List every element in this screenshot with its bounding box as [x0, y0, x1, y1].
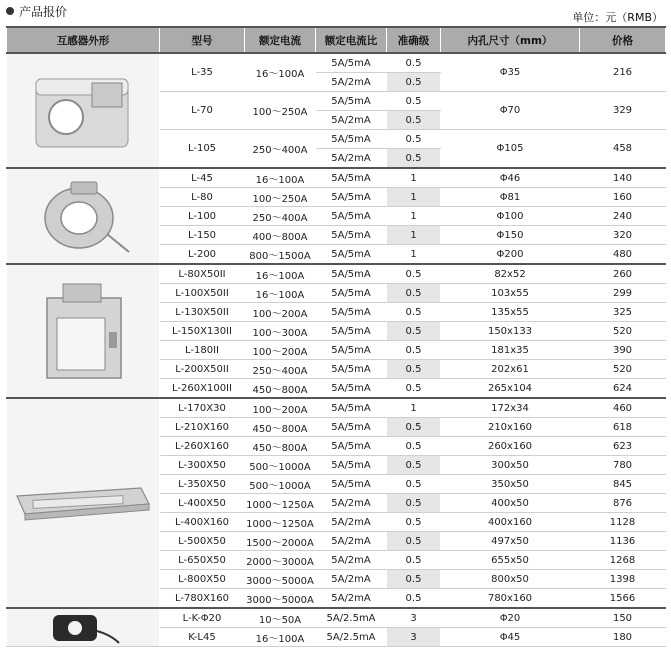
model-cell: L-260X100II: [160, 379, 245, 399]
accuracy-cell: 0.5: [387, 73, 441, 92]
model-cell: L-780X160: [160, 589, 245, 609]
hole-size-cell: 82x52: [441, 264, 580, 284]
hole-size-cell: 400x50: [441, 494, 580, 513]
ratio-cell: 5A/2mA: [316, 570, 387, 589]
accuracy-cell: 0.5: [387, 589, 441, 609]
accuracy-cell: 1: [387, 398, 441, 418]
accuracy-cell: 0.5: [387, 284, 441, 303]
accuracy-cell: 0.5: [387, 264, 441, 284]
hole-size-cell: 800x50: [441, 570, 580, 589]
accuracy-cell: 3: [387, 608, 441, 628]
hole-size-cell: Φ105: [441, 130, 580, 169]
ratio-cell: 5A/2mA: [316, 73, 387, 92]
rated-current-cell: 250～400A: [245, 207, 316, 226]
accuracy-cell: 0.5: [387, 130, 441, 149]
rated-current-cell: 3000～5000A: [245, 589, 316, 609]
ratio-cell: 5A/5mA: [316, 92, 387, 111]
hole-size-cell: Φ100: [441, 207, 580, 226]
table-row: [7, 53, 666, 73]
accuracy-cell: 0.5: [387, 513, 441, 532]
price-cell: 623: [580, 437, 666, 456]
hole-size-cell: 400x160: [441, 513, 580, 532]
hole-size-cell: 350x50: [441, 475, 580, 494]
rated-current-cell: 500～1000A: [245, 456, 316, 475]
rated-current-cell: 500～1000A: [245, 475, 316, 494]
ratio-cell: 5A/2mA: [316, 589, 387, 609]
price-cell: 150: [580, 608, 666, 628]
ratio-cell: 5A/5mA: [316, 188, 387, 207]
accuracy-cell: 0.5: [387, 551, 441, 570]
ratio-cell: 5A/5mA: [316, 168, 387, 188]
accuracy-cell: 0.5: [387, 494, 441, 513]
model-cell: L-200: [160, 245, 245, 265]
rated-current-cell: 100～200A: [245, 303, 316, 322]
ct-toroid-icon: [33, 174, 133, 258]
model-cell: L-80: [160, 188, 245, 207]
price-cell: 325: [580, 303, 666, 322]
rated-current-cell: 3000～5000A: [245, 570, 316, 589]
rated-current-cell: 100～300A: [245, 322, 316, 341]
hole-size-cell: 210x160: [441, 418, 580, 437]
hole-size-cell: 181x35: [441, 341, 580, 360]
hole-size-cell: Φ20: [441, 608, 580, 628]
hole-size-cell: Φ35: [441, 53, 580, 92]
product-image-cell: [7, 264, 160, 398]
hole-size-cell: 150x133: [441, 322, 580, 341]
product-image-cell: [7, 398, 160, 608]
accuracy-cell: 0.5: [387, 360, 441, 379]
price-cell: 1128: [580, 513, 666, 532]
table-row: [7, 608, 666, 628]
ratio-cell: 5A/5mA: [316, 398, 387, 418]
accuracy-cell: 3: [387, 628, 441, 647]
rated-current-cell: 1000～1250A: [245, 513, 316, 532]
model-cell: L-105: [160, 130, 245, 169]
model-cell: L-35: [160, 53, 245, 92]
ratio-cell: 5A/2mA: [316, 149, 387, 169]
accuracy-cell: 0.5: [387, 53, 441, 73]
ratio-cell: 5A/5mA: [316, 379, 387, 399]
ratio-cell: 5A/5mA: [316, 475, 387, 494]
table-row: [7, 264, 666, 284]
rated-current-cell: 16～100A: [245, 264, 316, 284]
col-header-rated-current: 额定电流: [245, 27, 316, 53]
ct-rect-window-icon: [33, 276, 133, 386]
rated-current-cell: 16～100A: [245, 53, 316, 92]
model-cell: L-100X50II: [160, 284, 245, 303]
model-cell: L-650X50: [160, 551, 245, 570]
price-cell: 260: [580, 264, 666, 284]
hole-size-cell: 202x61: [441, 360, 580, 379]
price-cell: 624: [580, 379, 666, 399]
ratio-cell: 5A/5mA: [316, 322, 387, 341]
rated-current-cell: 800～1500A: [245, 245, 316, 265]
rated-current-cell: 100～200A: [245, 398, 316, 418]
rated-current-cell: 450～800A: [245, 379, 316, 399]
model-cell: L-70: [160, 92, 245, 130]
section-title-text: 产品报价: [19, 5, 68, 19]
rated-current-cell: 16～100A: [245, 284, 316, 303]
accuracy-cell: 0.5: [387, 303, 441, 322]
hole-size-cell: 260x160: [441, 437, 580, 456]
hole-size-cell: 172x34: [441, 398, 580, 418]
ct-long-bar-icon: [13, 478, 153, 528]
ratio-cell: 5A/2mA: [316, 551, 387, 570]
price-cell: 240: [580, 207, 666, 226]
price-cell: 299: [580, 284, 666, 303]
ct-split-core-icon: [43, 611, 123, 645]
rated-current-cell: 16～100A: [245, 168, 316, 188]
rated-current-cell: 16～100A: [245, 628, 316, 647]
ratio-cell: 5A/5mA: [316, 437, 387, 456]
col-header-hole-size: 内孔尺寸（mm）: [441, 27, 580, 53]
model-cell: L-210X160: [160, 418, 245, 437]
product-image-cell: [7, 53, 160, 168]
ratio-cell: 5A/5mA: [316, 303, 387, 322]
price-cell: 160: [580, 188, 666, 207]
currency-unit: 单位：元（RMB）: [572, 11, 663, 24]
hole-size-cell: Φ70: [441, 92, 580, 130]
ct-closed-block-icon: [28, 67, 138, 155]
hole-size-cell: 135x55: [441, 303, 580, 322]
model-cell: L-260X160: [160, 437, 245, 456]
model-cell: L-150X130II: [160, 322, 245, 341]
hole-size-cell: Φ46: [441, 168, 580, 188]
price-cell: 1566: [580, 589, 666, 609]
hole-size-cell: Φ200: [441, 245, 580, 265]
col-header-appearance: 互感器外形: [7, 27, 160, 53]
price-cell: 1398: [580, 570, 666, 589]
rated-current-cell: 400～800A: [245, 226, 316, 245]
product-image-cell: [7, 608, 160, 647]
accuracy-cell: 0.5: [387, 92, 441, 111]
price-cell: 520: [580, 360, 666, 379]
ratio-cell: 5A/5mA: [316, 264, 387, 284]
hole-size-cell: 780x160: [441, 589, 580, 609]
hole-size-cell: 655x50: [441, 551, 580, 570]
price-cell: 329: [580, 92, 666, 130]
ratio-cell: 5A/5mA: [316, 360, 387, 379]
price-cell: 876: [580, 494, 666, 513]
price-cell: 180: [580, 628, 666, 647]
ratio-cell: 5A/5mA: [316, 341, 387, 360]
table-header-row: [7, 27, 666, 53]
accuracy-cell: 1: [387, 226, 441, 245]
model-cell: L-170X30: [160, 398, 245, 418]
page-header: [0, 0, 671, 26]
model-cell: L-500X50: [160, 532, 245, 551]
hole-size-cell: 497x50: [441, 532, 580, 551]
price-cell: 390: [580, 341, 666, 360]
product-image-cell: [7, 168, 160, 264]
col-header-accuracy: 准确级: [387, 27, 441, 53]
model-cell: L-400X50: [160, 494, 245, 513]
accuracy-cell: 0.5: [387, 341, 441, 360]
model-cell: L-200X50II: [160, 360, 245, 379]
hole-size-cell: 300x50: [441, 456, 580, 475]
rated-current-cell: 2000～3000A: [245, 551, 316, 570]
ratio-cell: 5A/5mA: [316, 207, 387, 226]
price-cell: 140: [580, 168, 666, 188]
ratio-cell: 5A/2.5mA: [316, 608, 387, 628]
rated-current-cell: 450～800A: [245, 418, 316, 437]
price-cell: 1268: [580, 551, 666, 570]
model-cell: L-80X50II: [160, 264, 245, 284]
table-body: [7, 53, 666, 647]
accuracy-cell: 0.5: [387, 532, 441, 551]
section-title: [6, 3, 67, 20]
ratio-cell: 5A/2mA: [316, 494, 387, 513]
ratio-cell: 5A/5mA: [316, 284, 387, 303]
model-cell: L-400X160: [160, 513, 245, 532]
ratio-cell: 5A/2mA: [316, 111, 387, 130]
rated-current-cell: 250～400A: [245, 360, 316, 379]
model-cell: L-130X50II: [160, 303, 245, 322]
model-cell: K-L45: [160, 628, 245, 647]
model-cell: L-150: [160, 226, 245, 245]
price-cell: 520: [580, 322, 666, 341]
ratio-cell: 5A/5mA: [316, 456, 387, 475]
hole-size-cell: Φ150: [441, 226, 580, 245]
accuracy-cell: 0.5: [387, 570, 441, 589]
price-cell: 480: [580, 245, 666, 265]
price-cell: 780: [580, 456, 666, 475]
ratio-cell: 5A/5mA: [316, 53, 387, 73]
accuracy-cell: 0.5: [387, 418, 441, 437]
ratio-cell: 5A/2mA: [316, 532, 387, 551]
ratio-cell: 5A/5mA: [316, 226, 387, 245]
model-cell: L-100: [160, 207, 245, 226]
model-cell: L-180II: [160, 341, 245, 360]
table-row: [7, 398, 666, 418]
rated-current-cell: 100～250A: [245, 188, 316, 207]
model-cell: L-350X50: [160, 475, 245, 494]
col-header-current-ratio: 额定电流比: [316, 27, 387, 53]
model-cell: L-300X50: [160, 456, 245, 475]
model-cell: L-800X50: [160, 570, 245, 589]
model-cell: L-45: [160, 168, 245, 188]
hole-size-cell: 265x104: [441, 379, 580, 399]
ratio-cell: 5A/5mA: [316, 418, 387, 437]
price-cell: 320: [580, 226, 666, 245]
rated-current-cell: 250～400A: [245, 130, 316, 169]
ratio-cell: 5A/2mA: [316, 513, 387, 532]
bullet-icon: [6, 7, 14, 15]
rated-current-cell: 1500～2000A: [245, 532, 316, 551]
rated-current-cell: 450～800A: [245, 437, 316, 456]
ratio-cell: 5A/2.5mA: [316, 628, 387, 647]
accuracy-cell: 0.5: [387, 149, 441, 169]
price-cell: 1136: [580, 532, 666, 551]
accuracy-cell: 1: [387, 188, 441, 207]
hole-size-cell: Φ81: [441, 188, 580, 207]
ratio-cell: 5A/5mA: [316, 245, 387, 265]
accuracy-cell: 0.5: [387, 456, 441, 475]
price-cell: 845: [580, 475, 666, 494]
hole-size-cell: 103x55: [441, 284, 580, 303]
hole-size-cell: Φ45: [441, 628, 580, 647]
price-cell: 460: [580, 398, 666, 418]
accuracy-cell: 0.5: [387, 322, 441, 341]
col-header-price: 价格: [580, 27, 666, 53]
price-table: [6, 26, 666, 647]
price-cell: 216: [580, 53, 666, 92]
model-cell: L-K-Φ20: [160, 608, 245, 628]
accuracy-cell: 0.5: [387, 379, 441, 399]
price-cell: 458: [580, 130, 666, 169]
accuracy-cell: 1: [387, 245, 441, 265]
table-row: [7, 168, 666, 188]
rated-current-cell: 100～200A: [245, 341, 316, 360]
accuracy-cell: 1: [387, 207, 441, 226]
accuracy-cell: 0.5: [387, 437, 441, 456]
accuracy-cell: 0.5: [387, 475, 441, 494]
rated-current-cell: 100～250A: [245, 92, 316, 130]
rated-current-cell: 10～50A: [245, 608, 316, 628]
price-cell: 618: [580, 418, 666, 437]
accuracy-cell: 1: [387, 168, 441, 188]
rated-current-cell: 1000～1250A: [245, 494, 316, 513]
accuracy-cell: 0.5: [387, 111, 441, 130]
col-header-model: 型号: [160, 27, 245, 53]
ratio-cell: 5A/5mA: [316, 130, 387, 149]
